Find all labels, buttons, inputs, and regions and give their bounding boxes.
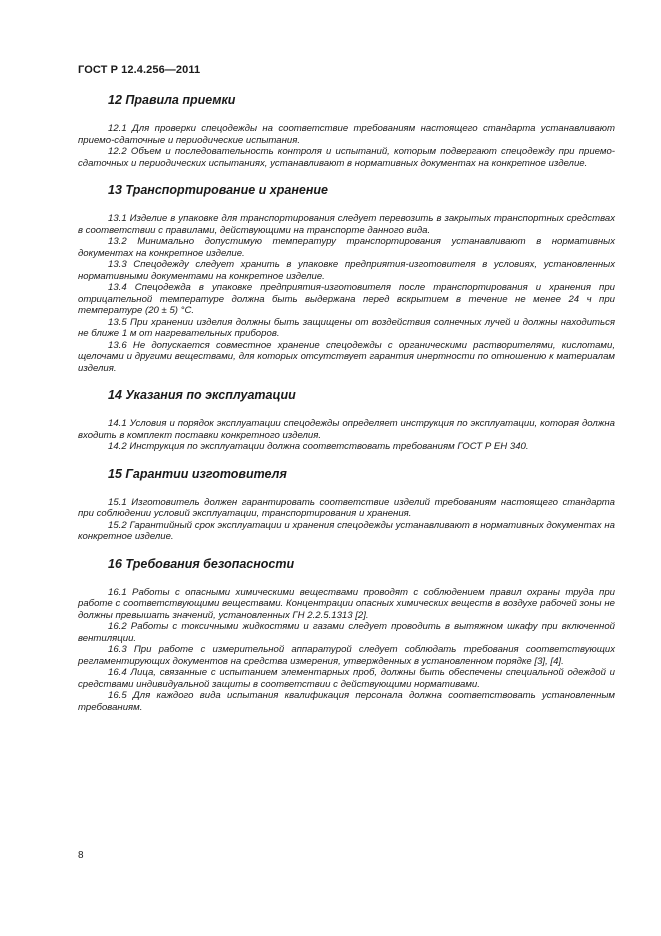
paragraph-13-5: 13.5 При хранении изделия должны быть защищены от воздействия солнечных лучей и должны находиться не ближе 1 м от нагревательных приборов. bbox=[78, 316, 615, 339]
section-title: 13 Транспортирование и хранение bbox=[108, 183, 328, 197]
section-title: 15 Гарантии изготовителя bbox=[108, 466, 287, 481]
paragraph-14-2: 14.2 Инструкция по эксплуатации должна соответствовать требованиям ГОСТ Р ЕН 340. bbox=[108, 441, 529, 452]
document-code-header: ГОСТ Р 12.4.256—2011 bbox=[78, 64, 201, 76]
paragraph-16-5: 16.5 Для каждого вида испытания квалификация персонала должна соответствовать установленным требованиям. bbox=[78, 690, 615, 713]
paragraph-16-3: 16.3 При работе с измерительной аппаратурой следует соблюдать требования соответствующих регламентирующих документов на средства измерения, утвержденных в установленном порядке [3], [4]. bbox=[78, 644, 615, 667]
section-title: 14 Указания по эксплуатации bbox=[108, 388, 296, 402]
paragraph-15-1: 15.1 Изготовитель должен гарантировать соответствие изделий требованиям настоящего стандарта при соблюдении условий эксплуатации, транспортирования и хранения. bbox=[78, 496, 615, 519]
paragraph-13-6: 13.6 Не допускается совместное хранение спецодежды с органическими растворителями, кислотами, щелочами и другими веществами, для которых отсутствует гарантия инертности по отношению к материалам изделия. bbox=[78, 339, 615, 374]
paragraph-13-3: 13.3 Спецодежду следует хранить в упаковке предприятия-изготовителя в условиях, установленных нормативными документами на конкретное изделие. bbox=[78, 259, 615, 282]
paragraph-12-1: 12.1 Для проверки спецодежды на соответствие требованиям настоящего стандарта устанавливают приемо-сдаточные и периодические испытания. bbox=[78, 123, 615, 146]
paragraph-16-1: 16.1 Работы с опасными химическими веществами проводят с соблюдением правил охраны труда при работе с соответствующими веществами. Концентрации опасных химических веществ в воздухе рабочей зоны не должны превышать значений, установленных ГН 2.2.5.1313 [2]. bbox=[78, 586, 615, 621]
section-15 bbox=[78, 467, 615, 543]
page-number: 8 bbox=[78, 850, 84, 861]
paragraph-13-1: 13.1 Изделие в упаковке для транспортирования следует перевозить в закрытых транспортных средствах в соответствии с правилами, действующими на транспорте данного вида. bbox=[78, 213, 615, 236]
section-16 bbox=[78, 557, 615, 714]
section-14 bbox=[78, 388, 615, 453]
document-body bbox=[78, 93, 615, 727]
paragraph-16-4: 16.4 Лица, связанные с испытанием элементарных проб, должны быть обеспечены специальной одеждой и средствами индивидуальной защиты в соответствии с действующими нормативами. bbox=[78, 667, 615, 690]
section-title: 12 Правила приемки bbox=[108, 93, 236, 107]
paragraph-14-1: 14.1 Условия и порядок эксплуатации спецодежды определяет инструкция по эксплуатации, которая должна входить в комплект поставки конкретного изделия. bbox=[78, 418, 615, 441]
section-13 bbox=[78, 183, 615, 374]
section-title: 16 Требования безопасности bbox=[108, 556, 295, 571]
section-12 bbox=[78, 93, 615, 169]
paragraph-13-4: 13.4 Спецодежда в упаковке предприятия-изготовителя после транспортирования и хранения при отрицательной температуре должна быть выдержана перед вскрытием в течение не менее 24 ч при температуре (20 ± 5) °С. bbox=[78, 282, 615, 316]
paragraph-13-2: 13.2 Минимально допустимую температуру транспортирования устанавливают в нормативных документах на конкретное изделие. bbox=[78, 236, 615, 259]
paragraph-15-2: 15.2 Гарантийный срок эксплуатации и хранения спецодежды устанавливают в нормативных документах на конкретное изделие. bbox=[78, 519, 615, 542]
paragraph-12-2: 12.2 Объем и последовательность контроля и испытаний, которым подвергают спецодежду при приемо-сдаточных и периодических испытаниях, устанавливают в нормативных документах на конкретное изделие. bbox=[78, 146, 615, 169]
paragraph-16-2: 16.2 Работы с токсичными жидкостями и газами следует проводить в вытяжном шкафу при включенной вентиляции. bbox=[78, 621, 615, 644]
